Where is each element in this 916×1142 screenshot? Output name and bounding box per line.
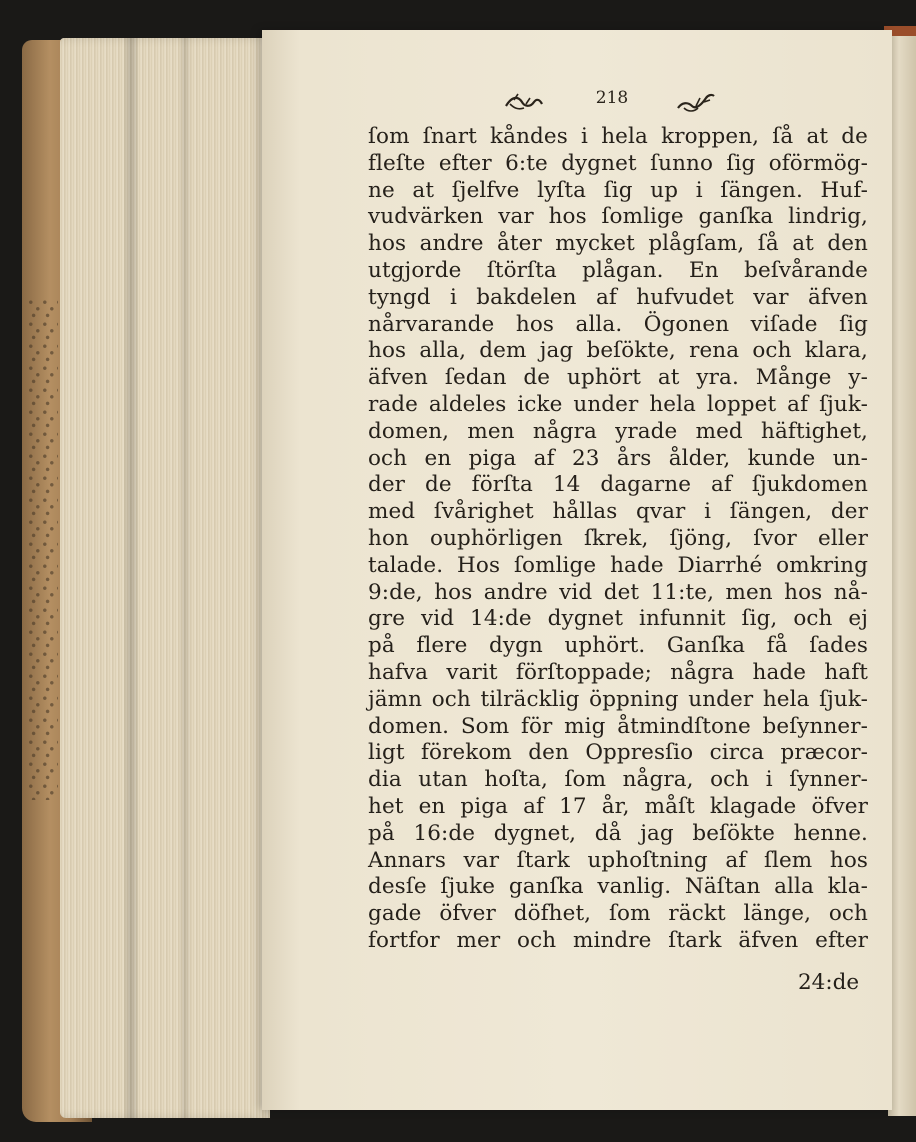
- text-line: hafva varit förſtoppade; några hade haft: [368, 659, 868, 685]
- text-line: utgjorde ſtörſta plågan. En beſvårande: [368, 257, 868, 283]
- text-line: dia utan hoſta, ſom några, och i ſynner-: [368, 767, 868, 793]
- text-line: och en piga af 23 års ålder, kunde un-: [368, 445, 868, 471]
- body-text: [368, 124, 868, 955]
- text-line: domen. Som för mig åtmindſtone beſynner-: [368, 713, 868, 739]
- fleuron-ornament-icon: [504, 92, 544, 112]
- page-edge-shadow: [124, 38, 138, 1118]
- text-line: Annars var ſtark uphoſtning af ſlem hos: [368, 847, 868, 873]
- text-line: fleſte efter 6:te dygnet ſunno ſig oförmög-: [368, 150, 868, 176]
- text-line: talade. Hos ſomlige hade Diarrhé omkring: [368, 552, 868, 578]
- text-line: jämn och tilräcklig öppning under hela ſjuk-: [368, 686, 868, 712]
- text-line: tyngd i bakdelen af hufvudet var äfven: [368, 284, 868, 310]
- page-edges: [60, 38, 270, 1118]
- fleuron-ornament-icon: [676, 92, 716, 114]
- text-line: fortfor mer och mindre ſtark äfven efter: [368, 927, 868, 953]
- text-line: ne at ſjelfve lyſta ſig up i ſängen. Huf-: [368, 177, 868, 203]
- text-line: på flere dygn uphört. Ganſka få ſades: [368, 633, 868, 659]
- cover-foxing: [28, 300, 58, 800]
- text-line: domen, men några yrade med häftighet,: [368, 418, 868, 444]
- text-line: med ſvårighet hållas qvar i ſängen, der: [368, 499, 868, 525]
- text-line: nårvarande hos alla. Ögonen viſade ſig: [368, 311, 868, 337]
- text-line: rade aldeles icke under hela loppet af ſjuk-: [368, 391, 868, 417]
- text-line: 9:de, hos andre vid det 11:te, men hos nå-: [368, 579, 868, 605]
- text-line: äfven ſedan de uphört at yra. Månge y-: [368, 365, 868, 391]
- text-line: ſom ſnart kåndes i hela kroppen, ſå at de: [368, 124, 868, 149]
- page-header: [504, 88, 744, 116]
- text-line: ligt förekom den Oppresſio circa præcor-: [368, 740, 868, 766]
- text-line: der de förſta 14 dagarne af ſjukdomen: [368, 472, 868, 498]
- text-line: desſe ſjuke ganſka vanlig. Näſtan alla kla-: [368, 874, 868, 900]
- text-line: gade öfver döfhet, ſom räckt länge, och: [368, 901, 868, 927]
- text-line: hos alla, dem jag beſökte, rena och klara,: [368, 338, 868, 364]
- catchword: 24:de: [798, 970, 860, 995]
- text-line: vudvärken var hos ſomlige ganſka lindrig,: [368, 204, 868, 230]
- text-line: på 16:de dygnet, då jag beſökte henne.: [368, 820, 868, 846]
- text-line: hon ouphörligen ſkrek, ſjöng, ſvor eller: [368, 525, 868, 551]
- text-line: hos andre åter mycket plågſam, ſå at den: [368, 231, 868, 257]
- page-number: 218: [595, 88, 629, 108]
- page-edge-shadow: [180, 38, 190, 1118]
- text-line: gre vid 14:de dygnet infunnit ſig, och ej: [368, 606, 868, 632]
- facing-page-edge: [888, 36, 916, 1116]
- text-line: het en piga af 17 år, måſt klagade öfver: [368, 793, 868, 819]
